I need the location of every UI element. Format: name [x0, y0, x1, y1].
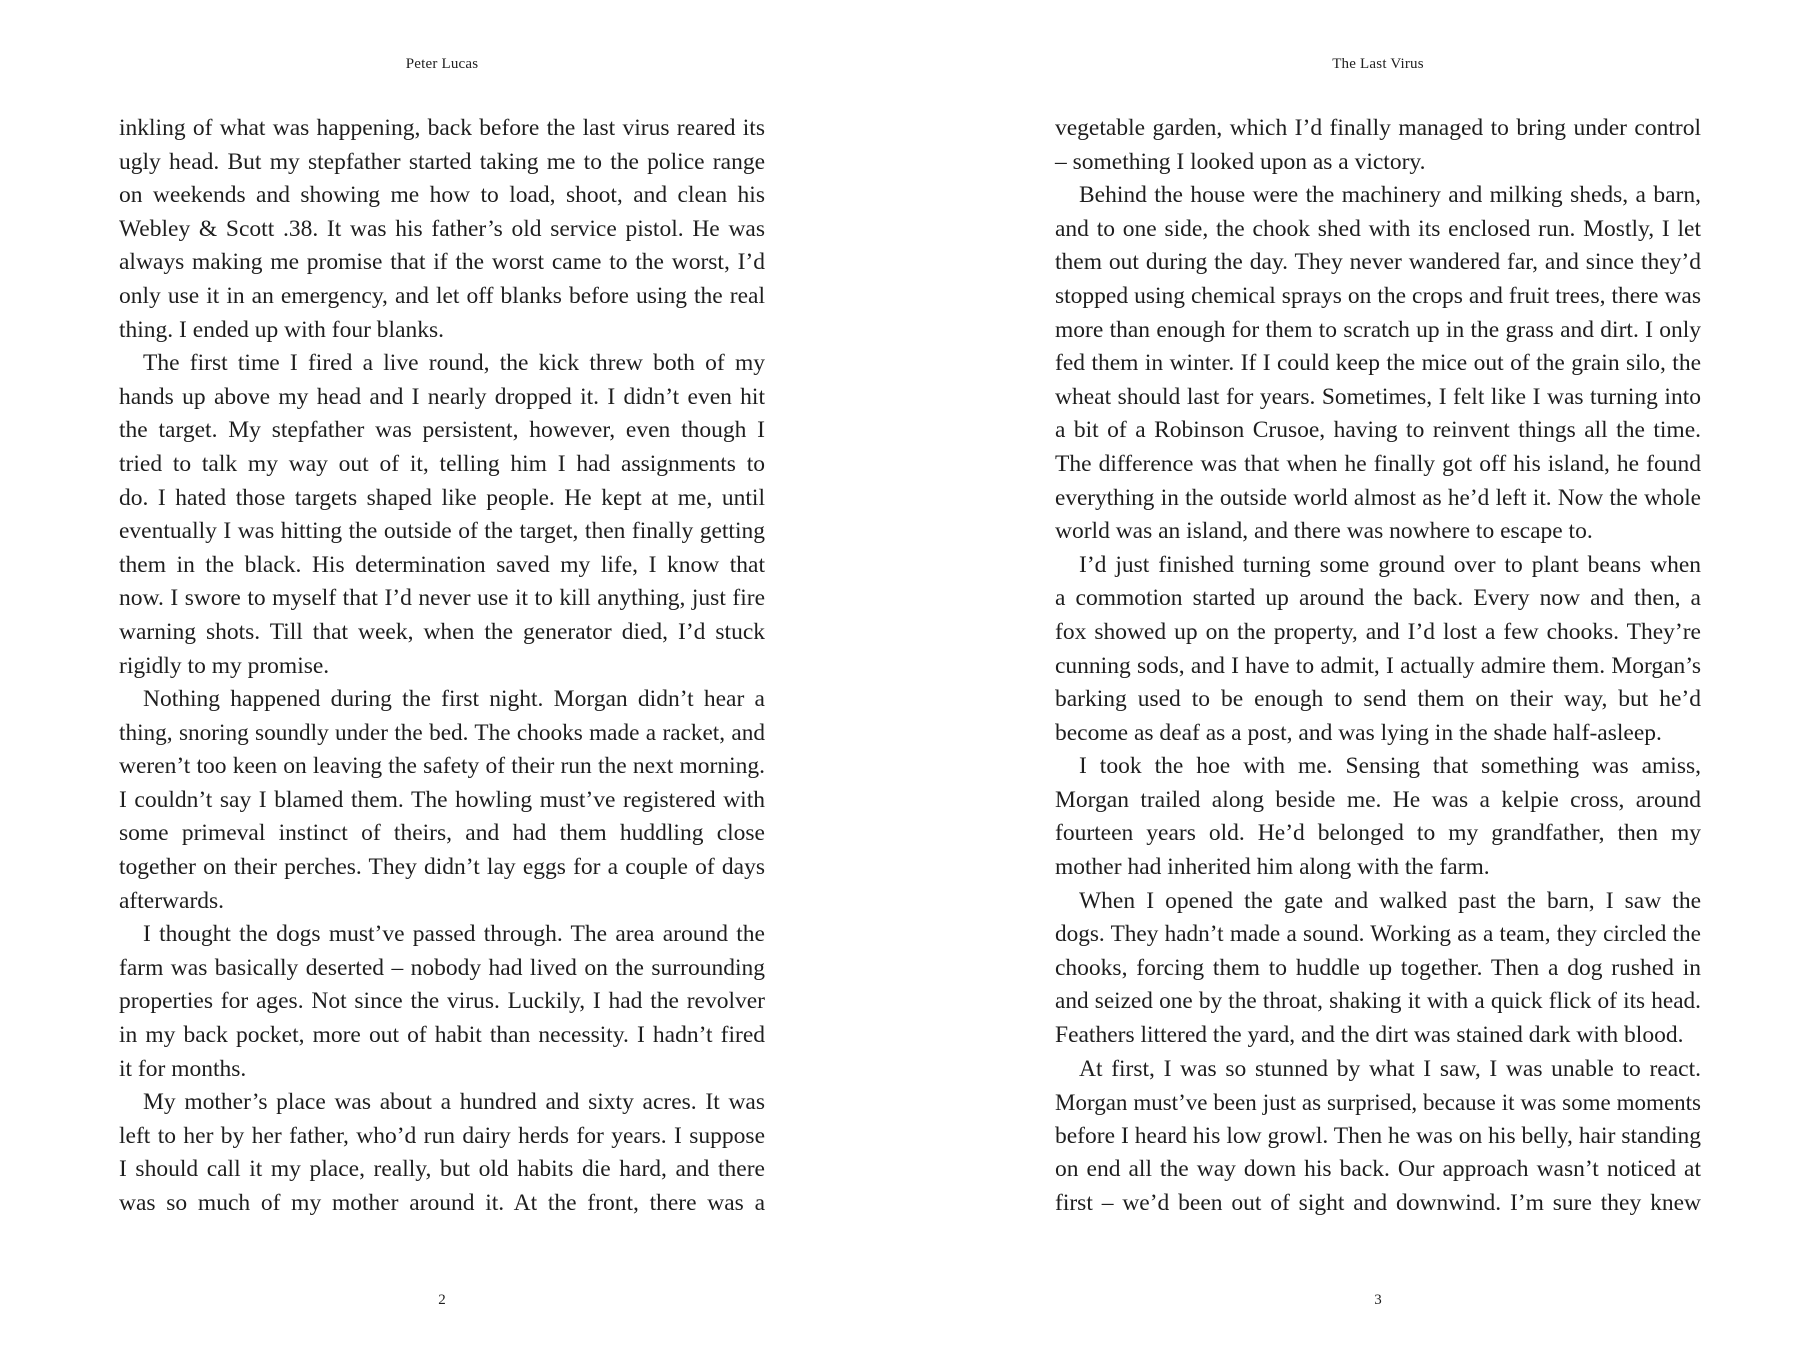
page-number-left: 2	[438, 1292, 446, 1308]
text-line: properties for ages. Not since the virus. Luckily, I had the revolver	[119, 988, 765, 1015]
text-line: barking used to be enough to send them on their way, but he’d	[1055, 686, 1701, 713]
text-line: eventually I was hitting the outside of the target, then finally getting	[119, 518, 765, 545]
text-line: it for months.	[119, 1055, 247, 1082]
text-line: and seized one by the throat, shaking it with a quick flick of its head.	[1055, 988, 1701, 1015]
text-line: fourteen years old. He’d belonged to my grandfather, then my	[1055, 820, 1701, 847]
text-line: everything in the outside world almost as he’d left it. Now the whole	[1055, 484, 1701, 511]
text-line: At first, I was so stunned by what I saw, I was unable to react.	[1079, 1055, 1701, 1082]
left-body-text	[119, 112, 765, 1221]
text-line: first – we’d been out of sight and downwind. I’m sure they knew	[1055, 1190, 1701, 1216]
text-line: vegetable garden, which I’d finally managed to bring under control	[1055, 115, 1701, 141]
text-line: I thought the dogs must’ve passed through. The area around the	[143, 921, 765, 948]
text-line: cunning sods, and I have to admit, I actually admire them. Morgan’s	[1055, 652, 1701, 679]
text-line: afterwards.	[119, 887, 225, 914]
text-line: weren’t too keen on leaving the safety of their run the next morning.	[119, 753, 765, 780]
text-line: only use it in an emergency, and let off blanks before using the real	[119, 282, 765, 309]
page-number-right: 3	[1374, 1292, 1382, 1308]
text-line: inkling of what was happening, back before the last virus reared its	[119, 115, 765, 141]
text-line: thing, snoring soundly under the bed. The chooks made a racket, and	[119, 719, 765, 746]
text-line: a bit of a Robinson Crusoe, having to reinvent things all the time.	[1055, 417, 1701, 444]
text-line: fed them in winter. If I could keep the mice out of the grain silo, the	[1055, 350, 1701, 377]
text-line: on weekends and showing me how to load, shoot, and clean his	[119, 182, 765, 209]
text-line: them in the black. His determination saved my life, I know that	[119, 551, 765, 578]
text-line: Morgan must’ve been just as surprised, because it was some moments	[1055, 1090, 1701, 1116]
text-line: together on their perches. They didn’t lay eggs for a couple of days	[119, 854, 765, 881]
text-line: I couldn’t say I blamed them. The howling must’ve registered with	[119, 786, 765, 813]
text-line: wheat should last for years. Sometimes, I felt like I was turning into	[1055, 383, 1701, 410]
text-line: dogs. They hadn’t made a sound. Working as a team, they circled the	[1055, 921, 1701, 948]
text-line: tried to talk my way out of it, telling him I had assignments to	[119, 450, 765, 477]
running-head-author: Peter Lucas	[405, 56, 479, 72]
right-body-text	[1055, 112, 1701, 1221]
text-line: I took the hoe with me. Sensing that something was amiss,	[1079, 753, 1701, 780]
text-line: more than enough for them to scratch up in the grass and dirt. I only	[1055, 316, 1701, 343]
text-line: Webley & Scott .38. It was his father’s old service pistol. He was	[119, 215, 765, 242]
text-line: hands up above my head and I nearly dropped it. I didn’t even hit	[119, 383, 765, 410]
text-line: farm was basically deserted – nobody had lived on the surrounding	[119, 954, 765, 981]
text-line: left to her by her father, who’d run dairy herds for years. I suppose	[119, 1122, 765, 1149]
text-line: Feathers littered the yard, and the dirt was stained dark with blood.	[1055, 1022, 1684, 1049]
text-line: ugly head. But my stepfather started taking me to the police range	[119, 148, 765, 175]
text-line: When I opened the gate and walked past the barn, I saw the	[1079, 887, 1701, 914]
running-head-title: The Last Virus	[1332, 56, 1424, 72]
text-line: world was an island, and there was nowhere to escape to.	[1055, 518, 1593, 545]
text-line: Nothing happened during the first night. Morgan didn’t hear a	[143, 686, 765, 713]
text-line: warning shots. Till that week, when the generator died, I’d stuck	[119, 618, 765, 645]
text-line: rigidly to my promise.	[119, 652, 330, 679]
text-line: now. I swore to myself that I’d never use it to kill anything, just fire	[119, 585, 765, 612]
text-line: The difference was that when he finally got off his island, he found	[1055, 450, 1701, 477]
text-line: I should call it my place, really, but old habits die hard, and there	[119, 1156, 765, 1183]
text-line: the target. My stepfather was persistent, however, even though I	[119, 417, 765, 444]
text-line: Behind the house were the machinery and milking sheds, a barn,	[1079, 182, 1701, 209]
text-line: I’d just finished turning some ground over to plant beans when	[1079, 551, 1701, 578]
text-line: them out during the day. They never wandered far, and since they’d	[1055, 249, 1701, 276]
text-line: on end all the way down his back. Our approach wasn’t noticed at	[1055, 1156, 1701, 1183]
text-line: Morgan trailed along beside me. He was a kelpie cross, around	[1055, 786, 1701, 813]
text-line: and to one side, the chook shed with its enclosed run. Mostly, I let	[1055, 215, 1701, 242]
text-line: in my back pocket, more out of habit than necessity. I hadn’t fired	[119, 1022, 765, 1049]
text-line: fox showed up on the property, and I’d lost a few chooks. They’re	[1055, 618, 1701, 645]
text-line: was so much of my mother around it. At the front, there was a	[119, 1190, 765, 1216]
text-line: before I heard his low growl. Then he was on his belly, hair standing	[1055, 1122, 1701, 1149]
text-line: chooks, forcing them to huddle up together. Then a dog rushed in	[1055, 954, 1701, 981]
text-line: a commotion started up around the back. Every now and then, a	[1055, 585, 1701, 612]
text-line: The first time I fired a live round, the kick threw both of my	[143, 350, 765, 377]
left-page	[119, 0, 765, 1350]
text-line: My mother’s place was about a hundred and sixty acres. It was	[143, 1089, 765, 1116]
text-line: stopped using chemical sprays on the crops and fruit trees, there was	[1055, 282, 1701, 309]
text-line: – something I looked upon as a victory.	[1055, 148, 1426, 175]
text-line: some primeval instinct of theirs, and had them huddling close	[119, 820, 765, 847]
text-line: thing. I ended up with four blanks.	[119, 316, 445, 343]
text-line: always making me promise that if the worst came to the worst, I’d	[119, 249, 765, 276]
text-line: become as deaf as a post, and was lying in the shade half-asleep.	[1055, 719, 1662, 746]
text-line: do. I hated those targets shaped like people. He kept at me, until	[119, 484, 765, 511]
right-page	[1055, 0, 1701, 1350]
text-line: mother had inherited him along with the farm.	[1055, 854, 1490, 881]
